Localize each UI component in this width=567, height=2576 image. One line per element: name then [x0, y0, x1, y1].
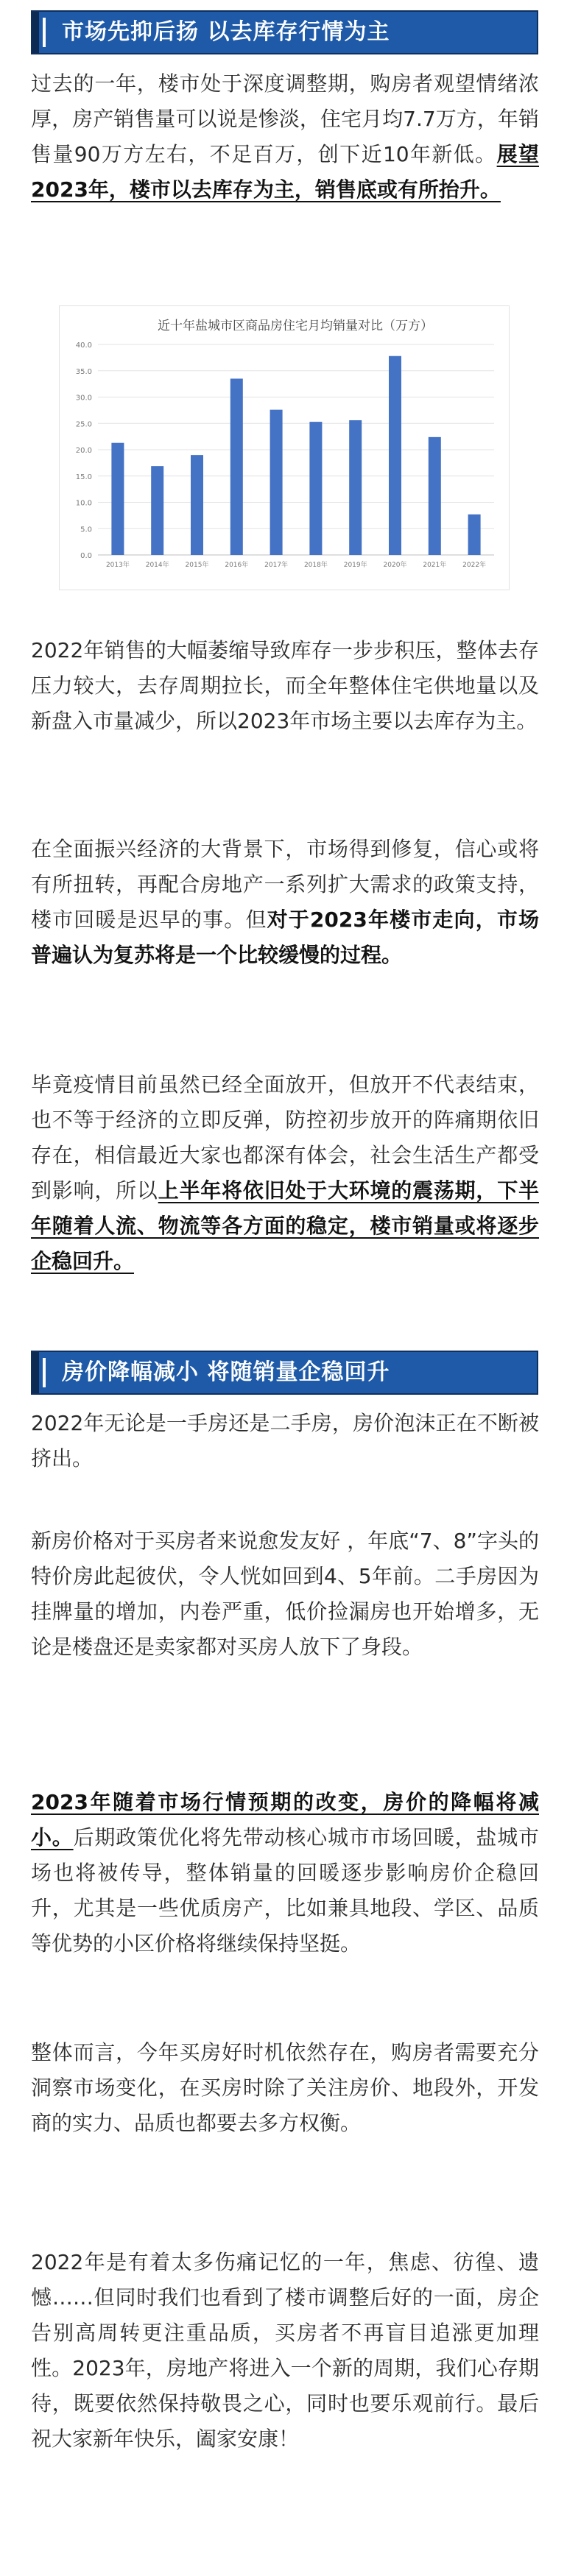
- bar-2020年: [389, 356, 401, 555]
- emphasis-text: 上半年将依旧处于大环境的震荡期，下半年随着人流、物流等各方面的稳定，楼市销量或将逐步企稳回升。: [31, 1178, 539, 1273]
- bar-2013年: [111, 443, 124, 555]
- bar-2017年: [270, 410, 283, 555]
- y-tick-label: 5.0: [80, 526, 92, 534]
- x-tick-label: 2022年: [462, 562, 487, 569]
- paragraph-text: 过去的一年，楼市处于深度调整期，购房者观望情绪浓厚，房产销售量可以说是惨淡，住宅月均7.7万方，年销售量90万方左右，不足百万，创下近10年新低。: [31, 71, 539, 166]
- emphasis-text: 展望2023年，楼市以去库存为主，销售底或有所抬升。: [31, 142, 539, 202]
- y-tick-label: 20.0: [75, 447, 92, 455]
- x-tick-label: 2014年: [145, 562, 169, 569]
- x-tick-label: 2015年: [185, 562, 209, 569]
- section-title: 房价降幅减小 将随销量企稳回升: [62, 1359, 390, 1385]
- section-title: 市场先抑后扬 以去库存行情为主: [62, 19, 390, 45]
- paragraph-price-bubble: 2022年无论是一手房还是二手房，房价泡沫正在不断被挤出。: [31, 1411, 539, 1471]
- x-tick-label: 2021年: [423, 562, 447, 569]
- x-tick-label: 2013年: [105, 562, 130, 569]
- x-tick-label: 2017年: [264, 562, 289, 569]
- x-tick-label: 2020年: [383, 562, 407, 569]
- bar-2014年: [151, 466, 163, 555]
- paragraph-text: 毕竟疫情目前虽然已经全面放开，但放开不代表结束，也不等于经济的立即反弹，防控初步放开的阵痛期依旧存在，相信最近大家也都深有体会，社会生活生产都受到影响，所以: [31, 1072, 539, 1203]
- y-tick-label: 30.0: [75, 394, 92, 403]
- x-tick-label: 2019年: [343, 562, 367, 569]
- bar-2019年: [349, 420, 362, 555]
- paragraph-epidemic: [31, 1067, 539, 1279]
- sales-bar-chart: [59, 305, 510, 590]
- paragraph-text: 在全面振兴经济的大背景下，市场得到修复，信心或将有所扭转，再配合房地产一系列扩大需求的政策支持，楼市回暖是迟早的事。但: [31, 837, 539, 932]
- paragraph-market-review: [31, 66, 539, 208]
- bar-2021年: [429, 437, 441, 555]
- x-tick-label: 2018年: [303, 562, 328, 569]
- section-header-market: [31, 10, 538, 54]
- chart-canvas: [60, 306, 509, 590]
- header-accent-bar: [32, 12, 39, 53]
- y-tick-label: 25.0: [75, 420, 92, 429]
- paragraph-recovery: [31, 832, 539, 973]
- paragraph-new-house-price: 新房价格对于买房者来说愈发友好 ，年底“7、8”字头的特价房此起彼伏，令人恍如回到4、5年前。二手房因为挂牌量的增加，内卷严重，低价捡漏房也开始增多，无论是楼盘还是卖家都对买房人放下了身段。: [31, 1529, 539, 1659]
- y-tick-label: 35.0: [75, 367, 92, 376]
- paragraph-text: 后期政策优化将先带动核心城市市场回暖，盐城市场也将被传导，整体销量的回暖逐步影响房价企稳回升，尤其是一些优质房产，比如兼具地段、学区、品质等优势的小区价格将继续保持坚挺。: [31, 1825, 539, 1956]
- emphasis-text: 2023年随着市场行情预期的改变，房价的降幅将减小。: [31, 1790, 539, 1850]
- header-accent-bar: [32, 1352, 39, 1393]
- y-tick-label: 15.0: [75, 473, 92, 481]
- bar-2022年: [468, 514, 481, 555]
- y-tick-label: 10.0: [75, 499, 92, 508]
- bar-2018年: [309, 422, 322, 555]
- emphasis-text: 对于2023年楼市走向，市场普遍认为复苏将是一个比较缓慢的过程。: [31, 907, 539, 967]
- paragraph-price-outlook: [31, 1785, 539, 1961]
- bar-2015年: [191, 455, 203, 555]
- y-tick-label: 40.0: [75, 342, 92, 350]
- paragraph-buying-advice: 整体而言，今年买房好时机依然存在，购房者需要充分洞察市场变化，在买房时除了关注房价、地段外，开发商的实力、品质也都要去多方权衡。: [31, 2040, 539, 2135]
- y-tick-label: 0.0: [80, 552, 92, 560]
- bar-2016年: [230, 378, 243, 555]
- chart-title: 近十年盐城市区商品房住宅月均销量对比（万方）: [158, 319, 433, 333]
- section-header-price: [31, 1351, 538, 1395]
- x-tick-label: 2016年: [225, 562, 249, 569]
- paragraph-closing: 2022年是有着太多伤痛记忆的一年，焦虑、彷徨、遗憾……但同时我们也看到了楼市调整后好的一面，房企告别高周转更注重品质，买房者不再盲目追涨更加理性。2023年，房地产将进入一个新的周期，我们心存期待，既要依然保持敬畏之心，同时也要乐观前行。最后祝大家新年快乐，阖家安康！: [31, 2250, 539, 2451]
- paragraph-inventory: 2022年销售的大幅萎缩导致库存一步步积压，整体去存压力较大，去存周期拉长，而全年整体住宅供地量以及新盘入市量减少，所以2023年市场主要以去库存为主。: [31, 638, 539, 733]
